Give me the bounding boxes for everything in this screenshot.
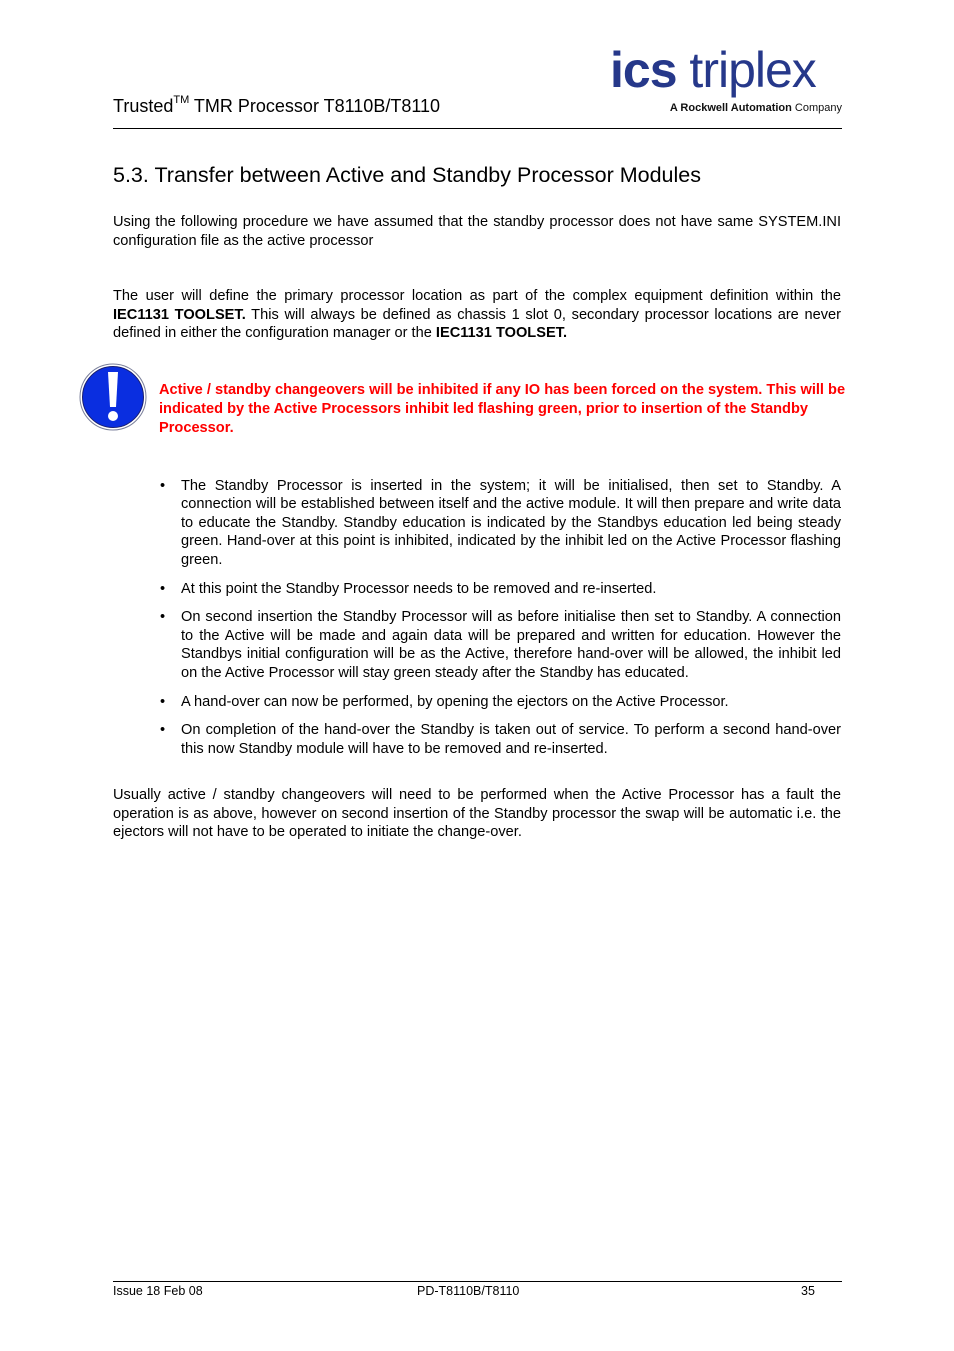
bullet-icon: • xyxy=(160,693,166,710)
list-item xyxy=(113,721,841,758)
toolset-bold-1: IEC1131 TOOLSET. xyxy=(113,306,246,323)
bullet-icon: • xyxy=(160,609,166,626)
definition-text-1: The user will define the primary processor location as part of the complex equipment definition within the xyxy=(113,288,841,304)
page-number: 35 xyxy=(801,1284,815,1298)
list-item-text: At this point the Standby Processor needs to be removed and re-inserted. xyxy=(181,580,657,597)
bullet-icon: • xyxy=(160,580,166,597)
list-item xyxy=(113,580,841,598)
definition-text-2: This will always be defined as chassis 1 slot 0, secondary processor locations are never defined in either the configuration manager or the xyxy=(113,306,841,342)
bullet-icon: • xyxy=(160,722,166,739)
logo-name-regular: triplex xyxy=(689,42,816,98)
title-prefix: Trusted xyxy=(113,96,174,116)
bullet-icon: • xyxy=(160,478,166,494)
section-heading: 5.3. Transfer between Active and Standby Processor Modules xyxy=(113,163,701,187)
list-item-text: On second insertion the Standby Processor will as before initialise then set to Standby. A connection to the Active will be made and again data will be prepared and written for education. However the Standbys initial configuration will be as the Active, therefore hand-over will be allowed, the inhibit led on the Active Processor will stay green steady after the Standby has educated. xyxy=(181,609,841,681)
exclamation-icon xyxy=(79,363,147,431)
company-logo xyxy=(610,40,842,120)
logo-tagline-regular: Company xyxy=(791,102,842,114)
list-item-text: On completion of the hand-over the Standby is taken out of service. To perform a second hand-over this now Standby module will have to be removed and re-inserted. xyxy=(181,722,841,757)
list-item-text: The Standby Processor is inserted in the system; it will be initialised, then set to Standby. A connection will be established between itself and the active module. It will then prepare and write data to educate the Standby. Standby education is indicated by the Standbys education led being steady green. Hand-over at this point is inhibited, indicated by the inhibit led on the Active Processor flashing green. xyxy=(181,478,841,568)
logo-tagline-bold: A Rockwell Automation xyxy=(669,102,792,114)
footer-doc-id: PD-T8110B/T8110 xyxy=(417,1284,520,1298)
procedure-list xyxy=(113,477,841,758)
footer-divider xyxy=(113,1281,842,1282)
list-item xyxy=(113,608,841,682)
list-item xyxy=(113,477,841,569)
toolset-bold-2: IEC1131 TOOLSET. xyxy=(435,325,568,342)
list-item-text: A hand-over can now be performed, by opening the ejectors on the Active Processor. xyxy=(181,693,729,710)
warning-text: Active / standby changeovers will be inhibited if any IO has been forced on the system. This will be indicated by the Active Processors inhibit led flashing green, prior to insertion of the Standby Processor. xyxy=(159,382,846,436)
header-divider xyxy=(113,128,842,129)
trademark-sup: TM xyxy=(173,94,190,106)
footer-issue: Issue 18 Feb 08 xyxy=(113,1284,203,1298)
list-item xyxy=(113,693,841,711)
logo-tagline xyxy=(670,102,842,114)
closing-paragraph: Usually active / standby changeovers will need to be performed when the Active Processor has a fault the operation is as above, however on second insertion of the Standby processor the swap will be automatic i.e. the ejectors will not have to be operated to initiate the change-over. xyxy=(113,787,841,841)
document-title xyxy=(113,96,440,117)
definition-paragraph xyxy=(113,287,841,343)
logo-wordmark xyxy=(610,40,816,100)
title-suffix: TMR Processor T8110B/T8110 xyxy=(189,96,441,116)
intro-paragraph: Using the following procedure we have assumed that the standby processor does not have same SYSTEM.INI configuration file as the active processor xyxy=(113,214,841,249)
logo-name-bold: ics xyxy=(610,42,677,98)
